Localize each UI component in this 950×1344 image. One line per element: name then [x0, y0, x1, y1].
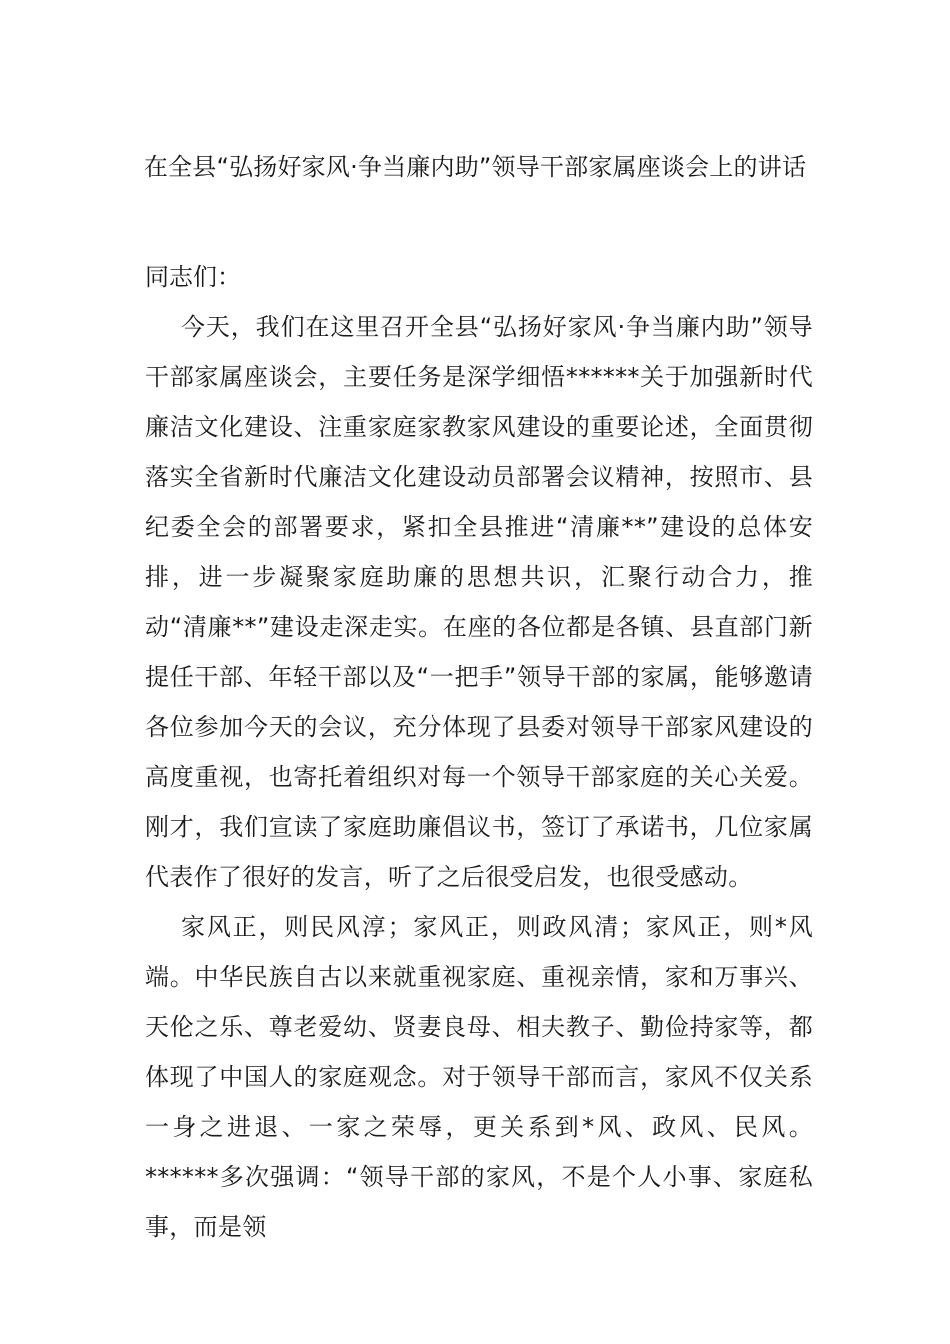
document-body	[145, 252, 813, 1252]
salutation: 同志们：	[145, 263, 241, 291]
paragraph-1: 今天，我们在这里召开全县“弘扬好家风·争当廉内助”领导干部家属座谈会，主要任务是深学细悟******关于加强新时代廉洁文化建设、注重家庭家教家风建设的重要论述，全面贯彻落实全省新时代廉洁文化建设动员部署会议精神，按照市、县纪委全会的部署要求，紧扣全县推进“清廉**”建设的总体安排，进一步凝聚家庭助廉的思想共识，汇聚行动合力，推动“清廉**”建设走深走实。在座的各位都是各镇、县直部门新提任干部、年轻干部以及“一把手”领导干部的家属，能够邀请各位参加今天的会议，充分体现了县委对领导干部家风建设的高度重视，也寄托着组织对每一个领导干部家庭的关心关爱。刚才，我们宣读了家庭助廉倡议书，签订了承诺书，几位家属代表作了很好的发言，听了之后很受启发，也很受感动。	[145, 313, 813, 891]
paragraph-2: 家风正，则民风淳；家风正，则政风清；家风正，则*风端。中华民族自古以来就重视家庭、重视亲情，家和万事兴、天伦之乐、尊老爱幼、贤妻良母、相夫教子、勤俭持家等，都体现了中国人的家庭观念。对于领导干部而言，家风不仅关系一身之进退、一家之荣辱，更关系到*风、政风、民风。******多次强调：“领导干部的家风，不是个人小事、家庭私事，而是领	[145, 913, 813, 1241]
document-title: 在全县“弘扬好家风·争当廉内助”领导干部家属座谈会上的讲话	[143, 153, 807, 181]
